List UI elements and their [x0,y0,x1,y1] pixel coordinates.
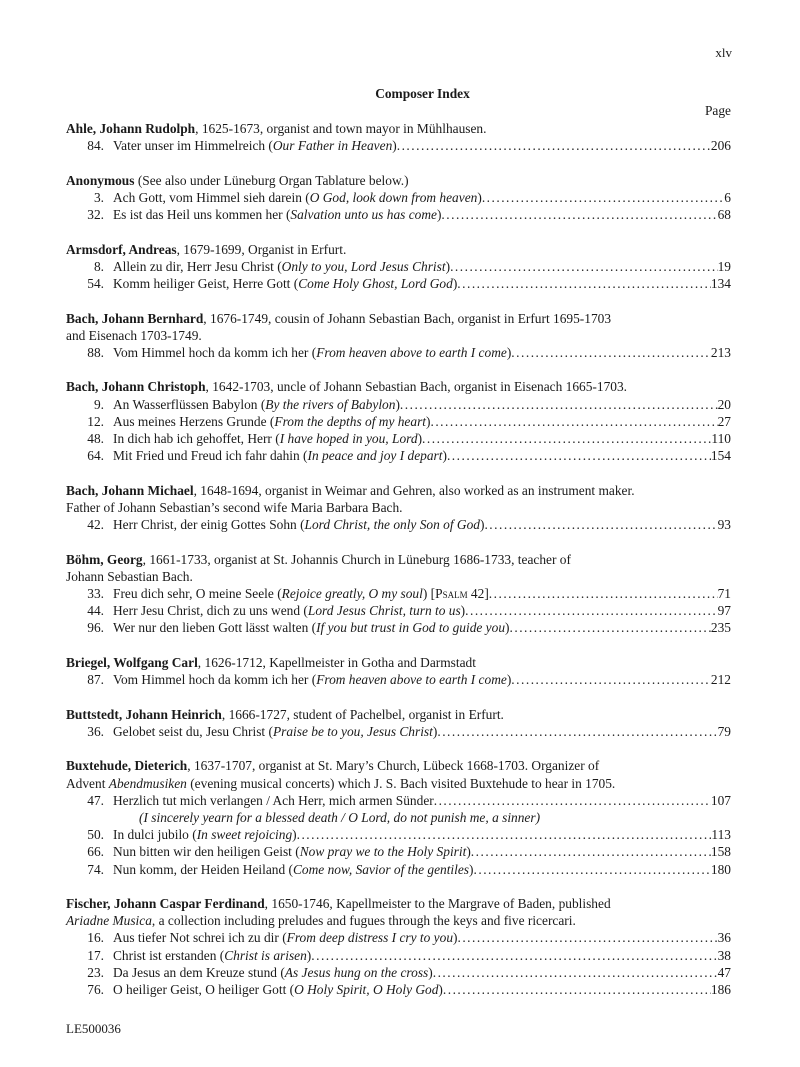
dot-leader [297,826,712,843]
piece-entry [66,947,731,964]
composer-name: Fischer, Johann Caspar Ferdinand [66,896,265,912]
composer-entry [66,654,731,688]
piece-title [113,964,433,981]
piece-translation: Only to you, Lord Jesus Christ [281,258,446,274]
piece-translation: Now pray we to the Holy Spirit [299,844,467,860]
composer-name: Böhm, Georg [66,551,143,567]
composer-header [66,654,731,671]
composer-info: , 1661-1733, organist at St. Johannis Church in Lüneburg 1686-1733, teacher of [142,551,571,567]
piece-page: 154 [710,448,731,464]
composer-info: (See also under Lüneburg Organ Tablature below.) [134,172,409,188]
piece-title-text: An Wasserflüssen Babylon ( [113,396,266,412]
piece-translation: From the depths of my heart [274,413,427,429]
piece-title [113,396,400,413]
dot-leader [482,189,724,206]
piece-title-close: ) [469,861,474,877]
composer-entry [66,482,731,534]
piece-translation-line2: (I sincerely yearn for a blessed death / O Lord, do not punish me, a sinner) [139,809,541,825]
piece-page: 180 [710,861,731,877]
piece-title-text: Vom Himmel hoch da komm ich her ( [113,344,317,360]
piece-title-close: ) [466,844,471,860]
piece-entry [66,671,731,688]
piece-number: 76. [87,982,104,998]
piece-title [113,413,430,430]
composer-name: Armsdorf, Andreas [66,241,177,257]
composer-info: , 1650-1746, Kapellmeister to the Margrave of Baden, published [264,896,611,912]
composer-info-italic: Ariadne Musica [66,913,152,929]
composer-name: Ahle, Johann Rudolph [66,121,196,136]
piece-page: 110 [711,431,731,447]
dot-leader [484,516,717,533]
piece-title [113,258,450,275]
piece-translation: O God, look down from heaven [309,189,478,205]
piece-number: 33. [87,586,104,602]
piece-title-close: ) [452,276,458,292]
composer-info: , 1637-1707, organist at St. Mary’s Church, Lübeck 1668-1703. Organizer of [187,758,600,774]
composer-header [66,706,731,723]
piece-entry [66,861,731,878]
composer-info: , 1679-1699, Organist in Erfurt. [176,241,347,257]
piece-title-close: ) [479,517,485,533]
piece-page: 206 [710,138,731,154]
composer-info-italic: Abendmusiken [108,775,187,791]
dot-leader [447,447,711,464]
composer-info: , 1666-1727, student of Pachelbel, organist in Erfurt. [221,706,504,722]
piece-entry [66,843,731,860]
piece-title-close: ) [426,413,431,429]
piece-title [113,585,489,602]
piece-page: 97 [717,603,731,619]
piece-title-text: Aus meines Herzens Grunde ( [113,413,275,429]
composer-header [66,241,731,258]
piece-page: 20 [717,396,731,412]
page-title: Composer Index [375,86,470,101]
piece-number: 3. [93,189,104,205]
piece-page: 235 [710,620,731,636]
composer-info: , 1648-1694, organist in Weimar and Gehren, also worked as an instrument maker. [193,482,635,498]
piece-translation: Come Holy Ghost, Lord God [298,276,453,292]
piece-title-close: ) [292,827,297,843]
piece-entry [66,413,731,430]
dot-leader [311,947,717,964]
composer-info-line2 [66,912,731,929]
piece-page: 107 [710,792,731,808]
piece-title-close: ) [460,603,466,619]
dot-leader [457,275,711,292]
piece-title-text: Freu dich sehr, O meine Seele ( [113,586,282,602]
piece-title [113,671,511,688]
composer-entry [66,120,731,154]
piece-title-text: Allein zu dir, Herr Jesu Christ ( [113,258,282,274]
dot-leader [397,137,711,154]
dot-leader [511,344,711,361]
piece-translation: If you but trust in God to guide you [316,620,506,636]
piece-title-close: ) [477,189,482,205]
dot-leader [450,258,718,275]
composer-info: , 1642-1703, uncle of Johann Sebastian Bach, organist in Eisenach 1665-1703. [205,379,628,395]
piece-number: 64. [87,448,104,464]
composer-info-line2 [66,775,731,792]
piece-number: 84. [87,138,104,154]
piece-title-close: ) [428,964,433,980]
piece-page: 158 [710,844,731,860]
piece-number: 50. [87,827,104,843]
composer-info: , 1676-1749, cousin of Johann Sebastian Bach, organist in Erfurt 1695-1703 [203,310,612,326]
piece-translation: From deep distress I cry to you [286,930,454,946]
piece-translation: Praise be to you, Jesus Christ [272,723,433,739]
piece-title-close: ) [506,672,512,688]
composer-index [66,120,731,1016]
composer-header [66,378,731,395]
composer-info-line2: Johann Sebastian Bach. [66,568,193,584]
piece-entry [66,189,731,206]
piece-title-close: ) [438,982,443,998]
piece-number: 74. [87,861,104,877]
piece-title-close: ) [306,947,312,963]
piece-title-text: Herzlich tut mich verlangen / Ach Herr, mich armen Sünder [113,792,434,808]
piece-translation: Our Father in Heaven [272,138,393,154]
piece-entry [66,447,731,464]
piece-number: 32. [87,207,104,223]
piece-title [113,861,474,878]
piece-title-close: ) [ [422,586,436,602]
composer-name: Buxtehude, Dieterich [66,758,188,774]
piece-title-close: ) [506,344,512,360]
piece-title-close: ) [392,138,397,154]
composer-entry [66,551,731,637]
composer-info-text: , a collection including preludes and fugues through the keys and five ricercari. [151,913,576,929]
piece-translation: From heaven above to earth I come [316,672,507,688]
piece-title [113,275,457,292]
piece-page: 213 [710,344,731,360]
piece-title [113,137,397,154]
piece-entry [66,792,731,809]
piece-entry [66,516,731,533]
composer-entry [66,241,731,293]
piece-entry [66,929,731,946]
piece-title [113,189,482,206]
piece-translation: By the rivers of Babylon [265,396,396,412]
piece-translation: I have hoped in you, Lord [279,431,418,447]
piece-title [113,619,510,636]
piece-title [113,430,422,447]
composer-name: Bach, Johann Michael [66,482,194,498]
composer-header [66,482,731,499]
piece-title-close: ) [453,930,458,946]
piece-title-text: Nun bitten wir den heiligen Geist ( [113,844,300,860]
piece-entry [66,258,731,275]
piece-number: 17. [87,947,104,963]
piece-number: 87. [87,672,104,688]
piece-number: 54. [87,276,104,292]
composer-header [66,172,731,189]
piece-page: 79 [717,723,731,739]
composer-entry [66,172,731,224]
piece-translation: Lord Christ, the only Son of God [304,517,480,533]
piece-entry [66,275,731,292]
composer-entry [66,706,731,740]
piece-page: 27 [717,413,731,429]
dot-leader [437,723,717,740]
piece-title [113,981,443,998]
piece-title-close: ) [432,723,438,739]
piece-title-text: Aus tiefer Not schrei ich zu dir ( [113,930,287,946]
composer-header [66,895,731,912]
dot-leader [511,671,711,688]
piece-entry [66,723,731,740]
piece-title [113,206,441,223]
composer-header [66,757,731,774]
piece-number: 36. [87,723,104,739]
composer-header [66,120,731,137]
piece-title-close: ) [445,258,451,274]
piece-translation: Lord Jesus Christ, turn to us [307,603,461,619]
piece-page: 19 [717,258,731,274]
piece-title-close: ) [436,207,442,223]
composer-info-line2: and Eisenach 1703-1749. [66,327,202,343]
piece-page: 68 [717,207,731,223]
dot-leader [434,792,711,809]
piece-number: 66. [87,844,104,860]
piece-number: 23. [87,964,104,980]
piece-title-text: Herr Jesu Christ, dich zu uns wend ( [113,603,308,619]
composer-name: Bach, Johann Bernhard [66,310,204,326]
piece-title-text: Es ist das Heil uns kommen her ( [113,207,291,223]
composer-name: Bach, Johann Christoph [66,379,206,395]
piece-translation: Come now, Savior of the gentiles [292,861,470,877]
composer-name: Briegel, Wolfgang Carl [66,654,198,670]
piece-entry [66,826,731,843]
piece-number: 12. [87,413,104,429]
piece-title-close: ) [505,620,510,636]
piece-page: 47 [717,964,731,980]
piece-title [113,792,434,809]
piece-page: 113 [711,827,731,843]
piece-title-text: Vom Himmel hoch da komm ich her ( [113,672,317,688]
piece-entry [66,137,731,154]
piece-page: 36 [717,930,731,946]
piece-number: 42. [87,517,104,533]
piece-title [113,344,511,361]
composer-info-text: Advent [66,775,109,791]
piece-entry [66,396,731,413]
piece-translation: Salvation unto us has come [290,207,437,223]
piece-title [113,929,457,946]
dot-leader [430,413,717,430]
dot-leader [400,396,718,413]
piece-title-text: Herr Christ, der einig Gottes Sohn ( [113,517,305,533]
piece-title-text: Christ ist erstanden ( [113,947,225,963]
footer-code: LE500036 [66,1021,121,1036]
piece-page: 6 [724,189,731,205]
composer-name: Anonymous [66,172,135,188]
piece-title-text: Nun komm, der Heiden Heiland ( [113,861,293,877]
piece-number: 48. [87,431,104,447]
composer-entry [66,378,731,464]
piece-translation: As Jesus hung on the cross [284,964,429,980]
dot-leader [433,964,718,981]
piece-page: 186 [710,982,731,998]
page-number: xlv [715,45,732,60]
piece-number: 9. [93,396,104,412]
piece-entry [66,206,731,223]
composer-entry [66,757,731,877]
piece-title [113,843,471,860]
composer-name: Buttstedt, Johann Heinrich [66,706,222,722]
piece-title-text: Vater unser im Himmelreich ( [113,138,273,154]
piece-number: 44. [87,603,104,619]
composer-info: , 1625-1673, organist and town mayor in Mühlhausen. [195,121,487,136]
dot-leader [422,430,711,447]
piece-title-text: Gelobet seist du, Jesu Christ ( [113,723,273,739]
dot-leader [457,929,717,946]
piece-title [113,516,484,533]
composer-header [66,310,731,327]
psalm-label: Psalm [435,586,468,602]
piece-number: 96. [87,620,104,636]
composer-header [66,551,731,568]
piece-entry [66,981,731,998]
composer-entry [66,895,731,998]
psalm-number: 42] [467,586,489,602]
piece-title [113,947,311,964]
dot-leader [441,206,717,223]
piece-title-text: Ach Gott, vom Himmel sieh darein ( [113,189,310,205]
piece-translation: From heaven above to earth I come [316,344,507,360]
piece-translation: In sweet rejoicing [196,827,293,843]
piece-title-text: Komm heiliger Geist, Herre Gott ( [113,276,299,292]
piece-number: 16. [87,930,104,946]
piece-number: 47. [87,792,104,808]
piece-page: 38 [717,947,731,963]
piece-title-text: In dulci jubilo ( [113,827,197,843]
piece-title [113,826,297,843]
piece-entry [66,602,731,619]
piece-title [113,447,447,464]
dot-leader [465,602,717,619]
piece-title-close: ) [417,431,423,447]
piece-page: 134 [710,276,731,292]
dot-leader [489,585,718,602]
piece-title [113,602,465,619]
piece-title-text: In dich hab ich gehoffet, Herr ( [113,431,280,447]
piece-entry [66,619,731,636]
dot-leader [471,843,711,860]
composer-info-text: (evening musical concerts) which J. S. Bach visited Buxtehude to hear in 1705. [186,775,616,791]
piece-entry [66,585,731,602]
piece-title-text: Wer nur den lieben Gott lässt walten ( [113,620,317,636]
piece-translation: Rejoice greatly, O my soul [281,586,423,602]
piece-title [113,723,437,740]
composer-info-line2: Father of Johann Sebastian’s second wife Maria Barbara Bach. [66,499,403,515]
piece-translation: O Holy Spirit, O Holy God [294,982,439,998]
piece-translation: Christ is arisen [224,947,307,963]
piece-entry [66,964,731,981]
dot-leader [443,981,711,998]
piece-title-text: Mit Fried und Freud ich fahr dahin ( [113,448,308,464]
piece-number: 8. [93,258,104,274]
piece-page: 212 [710,672,731,688]
piece-title-text: O heiliger Geist, O heiliger Gott ( [113,982,295,998]
piece-page: 93 [717,517,731,533]
dot-leader [474,861,711,878]
piece-title-close: ) [395,396,400,412]
piece-title-text: Da Jesus an dem Kreuze stund ( [113,964,285,980]
piece-entry [66,430,731,447]
piece-page: 71 [717,586,731,602]
composer-entry [66,310,731,362]
piece-entry [66,344,731,361]
dot-leader [510,619,711,636]
composer-info: , 1626-1712, Kapellmeister in Gotha and Darmstadt [197,654,476,670]
piece-title-close: ) [442,448,447,464]
piece-number: 88. [87,344,104,360]
piece-translation: In peace and joy I depart [307,448,443,464]
page-column-label: Page [704,103,731,118]
